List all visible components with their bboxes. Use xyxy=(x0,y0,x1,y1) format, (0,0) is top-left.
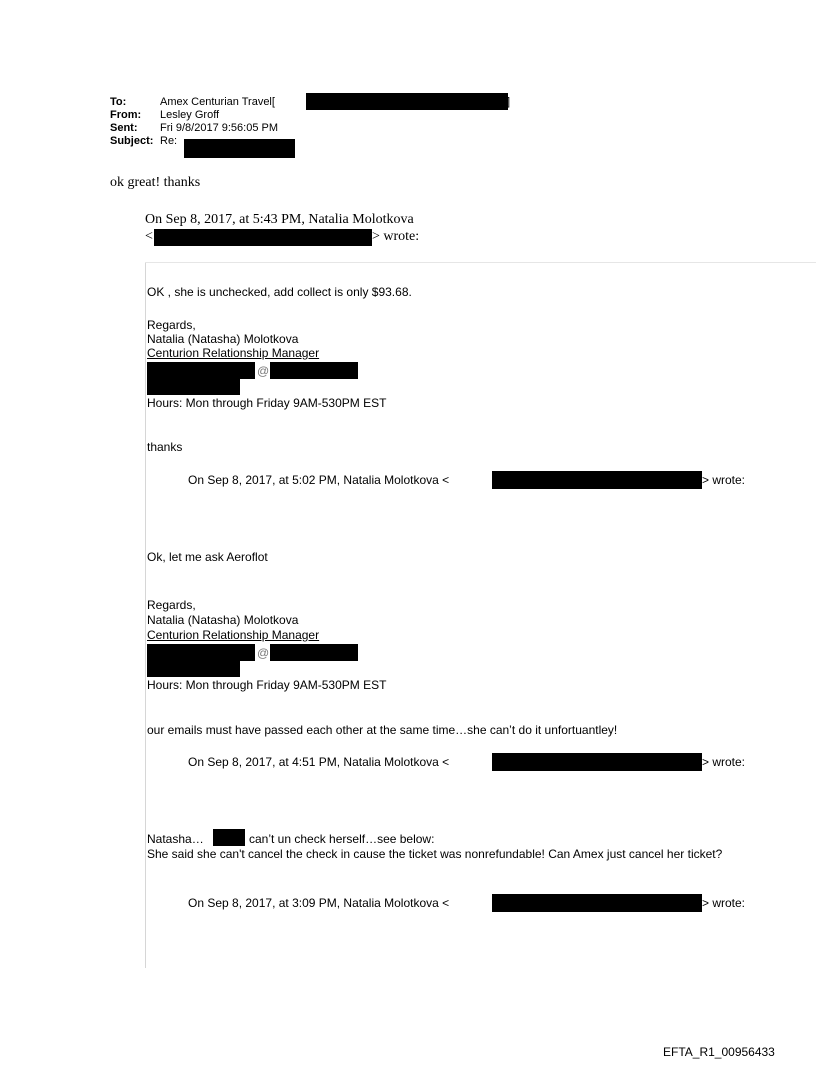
quote1-lt: < xyxy=(145,229,153,244)
message3-suffix: can’t un check herself…see below: xyxy=(249,832,435,846)
subject-value: Re: xyxy=(160,135,178,147)
message1-text: OK , she is unchecked, add collect is only $93.68. xyxy=(147,285,412,299)
quote3-line: On Sep 8, 2017, at 4:51 PM, Natalia Molotkova < xyxy=(188,755,450,769)
reply-text: ok great! thanks xyxy=(110,175,201,190)
message1-hours: Hours: Mon through Friday 9AM-530PM EST xyxy=(147,396,387,410)
quote-border-left xyxy=(145,262,146,968)
subject-label: Subject: xyxy=(110,135,154,147)
message1-title: Centurion Relationship Manager xyxy=(147,346,320,360)
redaction-sig2-line2 xyxy=(147,661,240,677)
message3-line2: She said she can't cancel the check in cause the ticket was nonrefundable! Can Amex just cancel her ticket? xyxy=(147,847,723,861)
to-label: To: xyxy=(110,96,127,108)
redaction-sig1-user xyxy=(147,362,255,379)
redaction-sig1-line2 xyxy=(147,379,240,395)
message2-hours: Hours: Mon through Friday 9AM-530PM EST xyxy=(147,678,387,692)
quote4-wrote: > wrote: xyxy=(702,896,746,910)
message1-name: Natalia (Natasha) Molotkova xyxy=(147,332,299,346)
redaction-sig1-domain xyxy=(270,362,358,379)
from-value: Lesley Groff xyxy=(160,109,220,121)
emails-line: our emails must have passed each other at the same time…she can’t do it unfortuantley! xyxy=(147,723,618,737)
redaction-subject xyxy=(184,139,295,158)
message1-at: @ xyxy=(257,364,270,378)
message2-at: @ xyxy=(257,646,270,660)
from-label: From: xyxy=(110,109,142,121)
quote-border-top xyxy=(145,262,816,263)
message2-regards: Regards, xyxy=(147,598,196,612)
redaction-quote4-email xyxy=(492,894,702,912)
message1-regards: Regards, xyxy=(147,318,196,332)
to-value: Amex Centurian Travel[ xyxy=(160,96,275,108)
quote2-wrote: > wrote: xyxy=(702,473,746,487)
redaction-sig2-domain xyxy=(270,644,358,661)
redaction-quote1-email xyxy=(154,229,372,246)
to-close: ] xyxy=(507,96,511,108)
redaction-sig2-user xyxy=(147,644,255,661)
quote1-wrote: > wrote: xyxy=(372,229,420,244)
quote2-line: On Sep 8, 2017, at 5:02 PM, Natalia Molotkova < xyxy=(188,473,450,487)
message2-text: Ok, let me ask Aeroflot xyxy=(147,550,268,564)
footer-doc-id: EFTA_R1_00956433 xyxy=(663,1045,775,1059)
redaction-quote3-email xyxy=(492,753,702,771)
quote1-line1: On Sep 8, 2017, at 5:43 PM, Natalia Molotkova xyxy=(145,212,414,227)
redaction-to xyxy=(306,93,511,110)
redaction-message3-name xyxy=(213,829,245,846)
sent-label: Sent: xyxy=(110,122,138,134)
message2-title: Centurion Relationship Manager xyxy=(147,628,320,642)
sent-value: Fri 9/8/2017 9:56:05 PM xyxy=(160,122,279,134)
quote4-line: On Sep 8, 2017, at 3:09 PM, Natalia Molotkova < xyxy=(188,896,450,910)
thanks-line: thanks xyxy=(147,440,183,454)
message2-name: Natalia (Natasha) Molotkova xyxy=(147,613,299,627)
quote3-wrote: > wrote: xyxy=(702,755,746,769)
message3-prefix: Natasha… xyxy=(147,832,204,846)
redaction-quote2-email xyxy=(492,471,702,489)
